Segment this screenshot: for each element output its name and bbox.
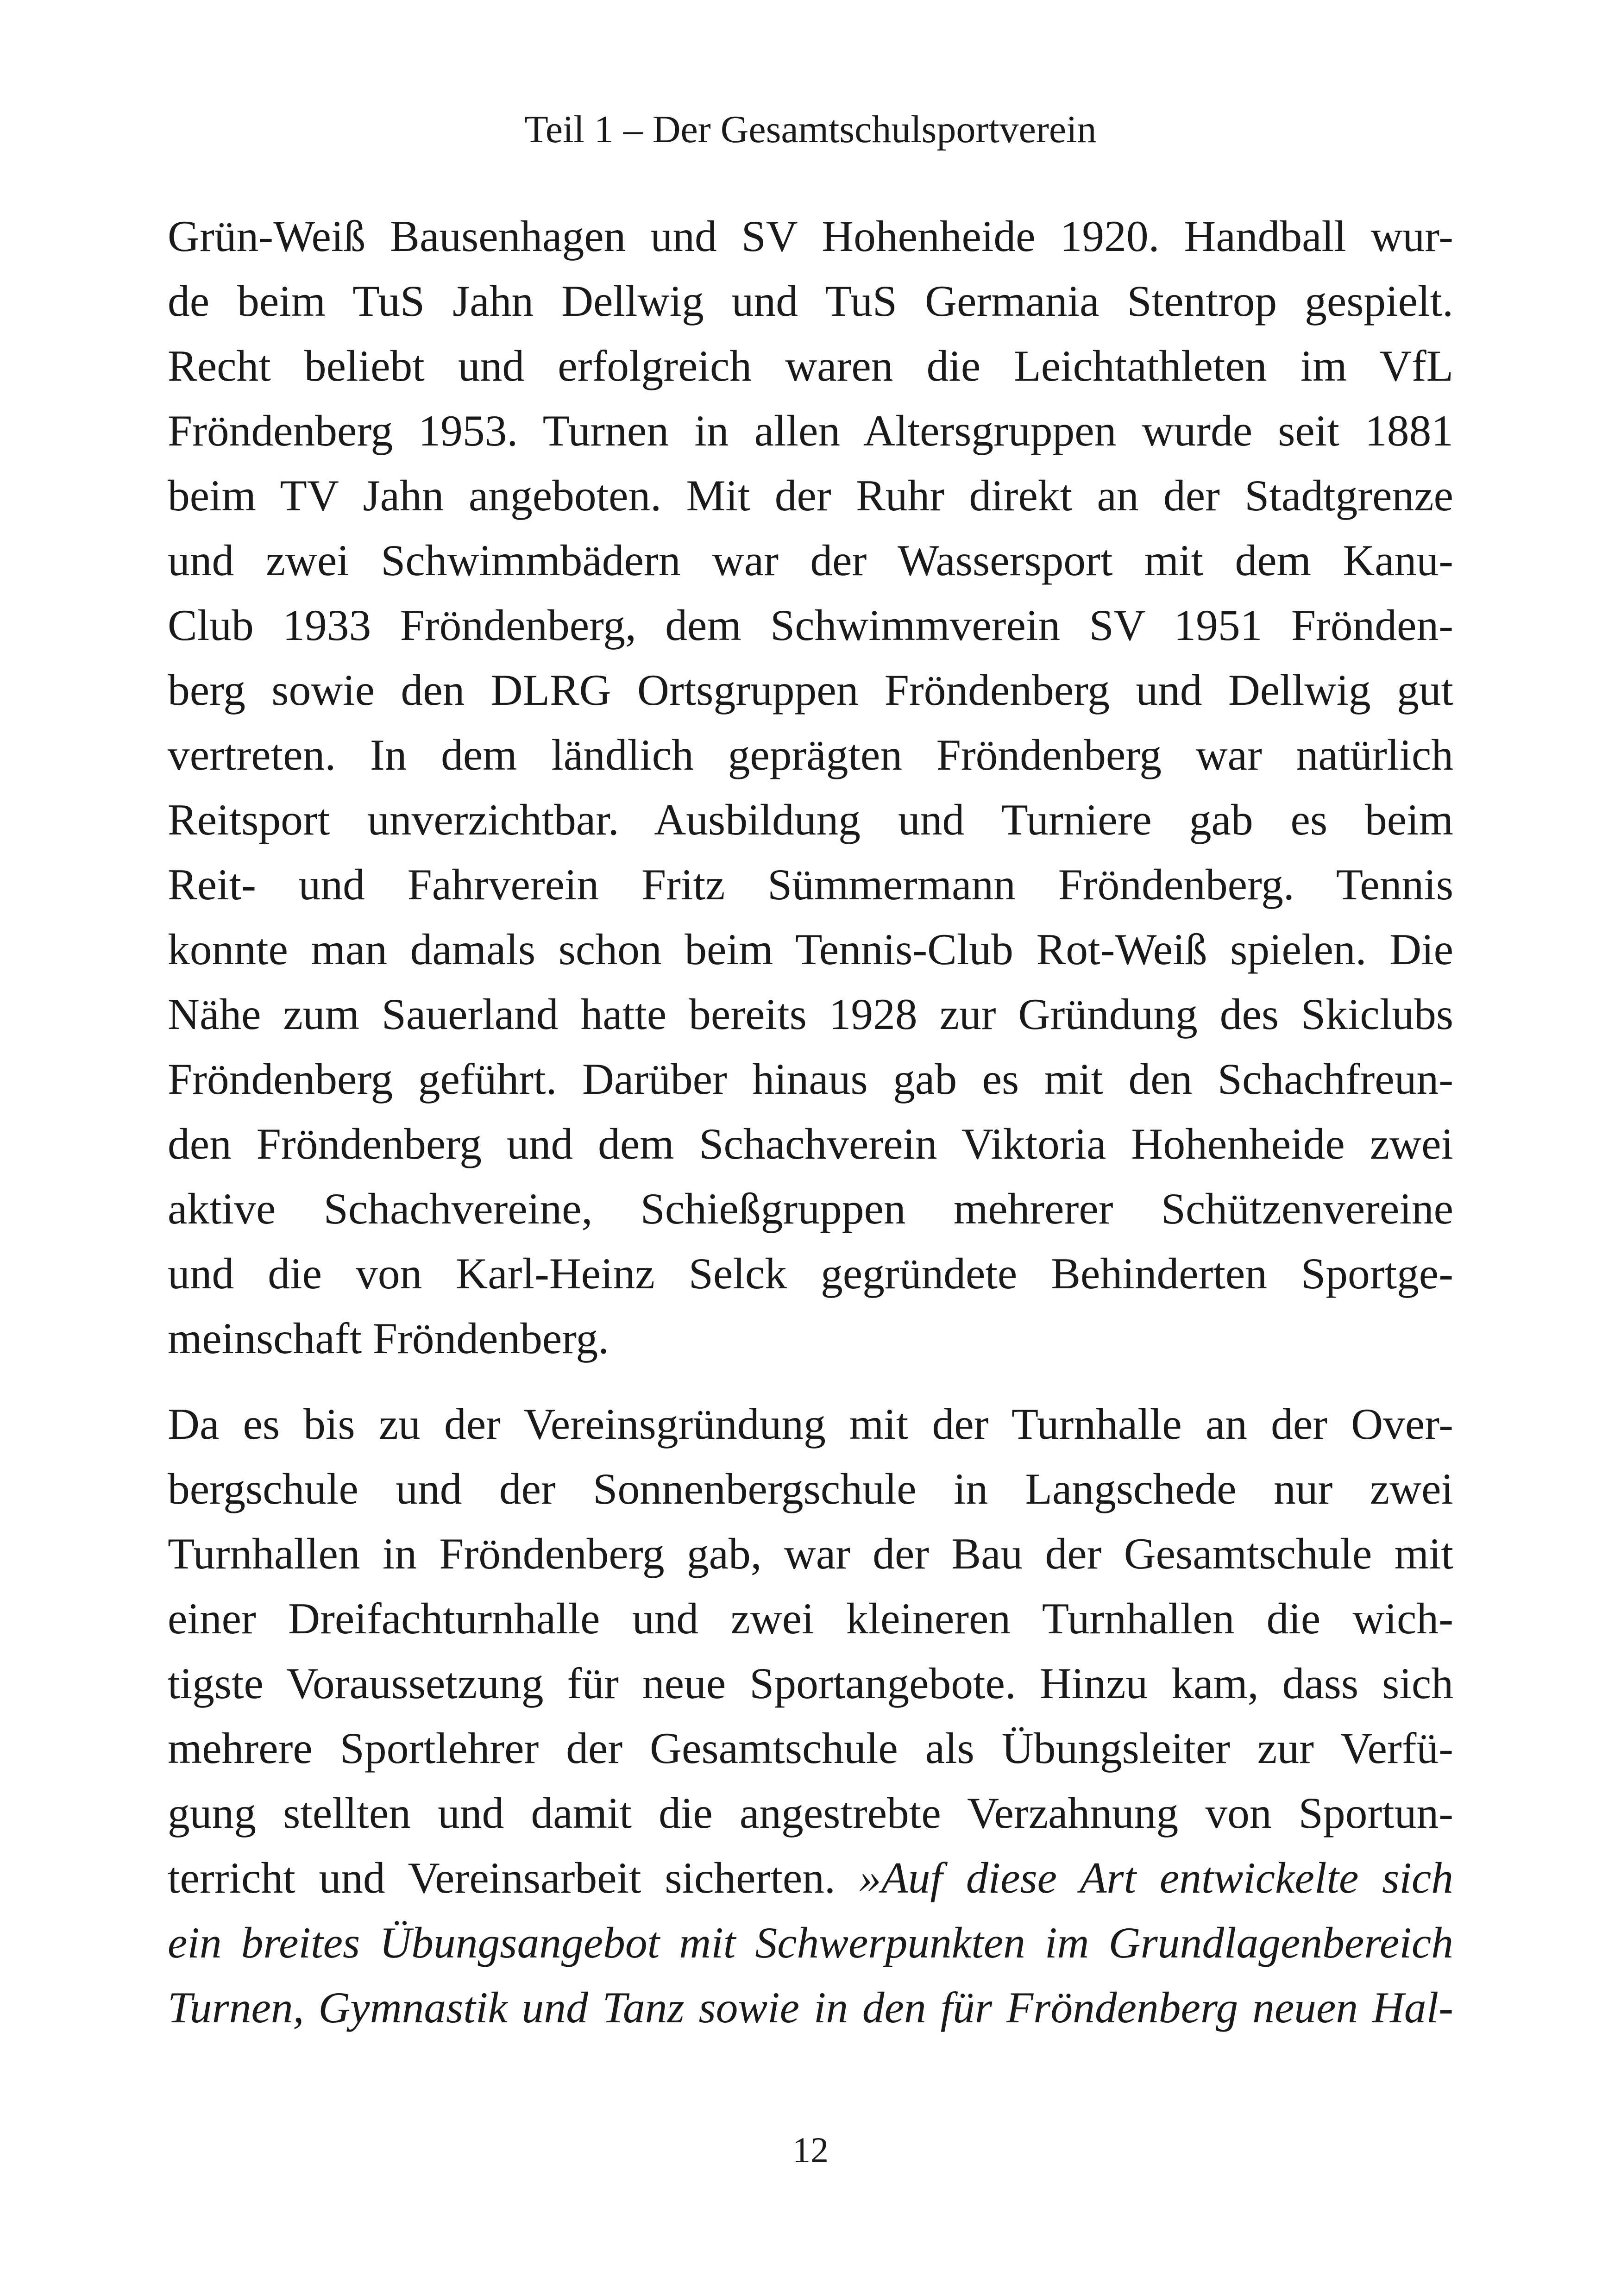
text-line: tigste Voraussetzung für neue Sportangebote. Hinzu kam, dass sich	[168, 1659, 1453, 1708]
text-line: Club 1933 Fröndenberg, dem Schwimmverein SV 1951 Frönden-	[168, 601, 1453, 650]
text-line: und die von Karl-Heinz Selck gegründete Behinderten Sportge-	[168, 1249, 1453, 1298]
text-line: vertreten. In dem ländlich geprägten Fröndenberg war natürlich	[168, 730, 1453, 779]
text-line: Turnhallen in Fröndenberg gab, war der Bau der Gesamtschule mit	[168, 1529, 1453, 1578]
text-line: Grün-Weiß Bausenhagen und SV Hohenheide 1920. Handball wur-	[168, 212, 1453, 261]
roman-text: terricht und Vereinsarbeit sicherten.	[168, 1853, 859, 1902]
text-line: Reitsport unverzichtbar. Ausbildung und Turniere gab es beim	[168, 795, 1453, 844]
text-line: aktive Schachvereine, Schießgruppen mehrerer Schützenvereine	[168, 1184, 1453, 1233]
text-line: Fröndenberg 1953. Turnen in allen Altersgruppen wurde seit 1881	[168, 406, 1453, 455]
body-text	[168, 204, 1453, 2040]
text-line: Fröndenberg geführt. Darüber hinaus gab es mit den Schachfreun-	[168, 1054, 1453, 1104]
text-line: Reit- und Fahrverein Fritz Sümmermann Fröndenberg. Tennis	[168, 860, 1453, 909]
text-line: Recht beliebt und erfolgreich waren die Leichtathleten im VfL	[168, 341, 1453, 390]
text-line: beim TV Jahn angeboten. Mit der Ruhr direkt an der Stadtgrenze	[168, 471, 1453, 520]
quote-line: ein breites Übungsangebot mit Schwerpunkten im Grundlagenbereich	[168, 1918, 1453, 1967]
text-line: konnte man damals schon beim Tennis-Club Rot-Weiß spielen. Die	[168, 925, 1453, 974]
text-line: Da es bis zu der Vereinsgründung mit der Turnhalle an der Over-	[168, 1399, 1453, 1449]
text-line: Nähe zum Sauerland hatte bereits 1928 zur Gründung des Skiclubs	[168, 990, 1453, 1039]
running-head: Teil 1 – Der Gesamtschulsportverein	[524, 108, 1097, 151]
text-line-mixed	[168, 1845, 1453, 1910]
text-line: de beim TuS Jahn Dellwig und TuS Germania Stentrop gespielt.	[168, 276, 1453, 326]
text-line: meinschaft Fröndenberg.	[168, 1314, 609, 1363]
text-line: gung stellten und damit die angestrebte Verzahnung von Sportun-	[168, 1788, 1453, 1838]
page-number: 12	[792, 2130, 829, 2170]
text-line: den Fröndenberg und dem Schachverein Viktoria Hohenheide zwei	[168, 1119, 1453, 1168]
quote-line: Turnen, Gymnastik und Tanz sowie in den für Fröndenberg neuen Hal-	[168, 1983, 1453, 2032]
paragraph-1	[168, 204, 1453, 1371]
paragraph-2	[168, 1392, 1453, 2040]
text-line: bergschule und der Sonnenbergschule in Langschede nur zwei	[168, 1464, 1453, 1513]
paragraph-spacer	[168, 1371, 1453, 1392]
text-line: berg sowie den DLRG Ortsgruppen Fröndenberg und Dellwig gut	[168, 665, 1453, 715]
text-line: einer Dreifachturnhalle und zwei kleineren Turnhallen die wich-	[168, 1594, 1453, 1643]
quote-text: »Auf diese Art entwickelte sich	[859, 1853, 1453, 1902]
text-line: mehrere Sportlehrer der Gesamtschule als Übungsleiter zur Verfü-	[168, 1724, 1453, 1773]
text-line: und zwei Schwimmbädern war der Wassersport mit dem Kanu-	[168, 536, 1453, 585]
